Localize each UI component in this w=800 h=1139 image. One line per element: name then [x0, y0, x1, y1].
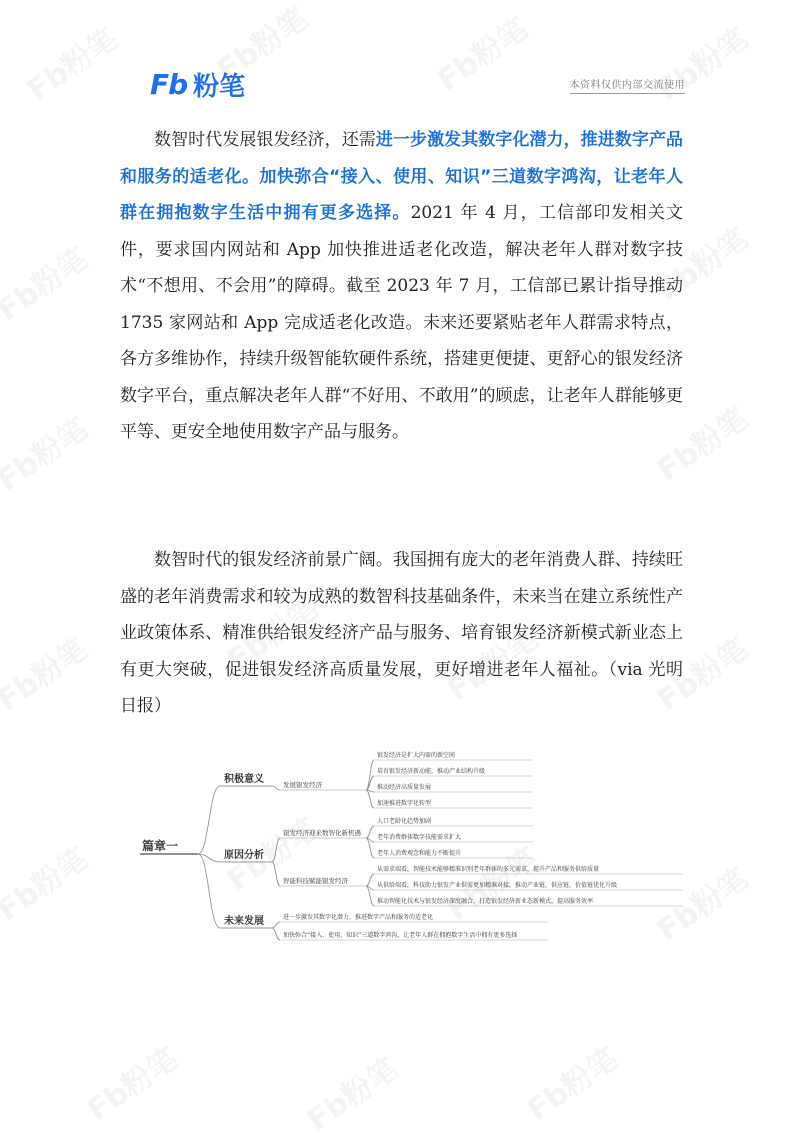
mindmap-svg: [120, 750, 683, 960]
mindmap-figure: [120, 750, 683, 960]
mindmap-leaf-connector: [366, 826, 374, 838]
mindmap-leaf-connector: [366, 790, 374, 808]
mindmap-sub-connector: [272, 862, 280, 886]
mindmap-branch-connector: [198, 854, 220, 928]
mindmap-branch-connector: [198, 786, 220, 854]
mindmap-sub-label: 智能科技赋能银发经济: [283, 877, 348, 885]
mindmap-leaf-label: 推动经济高质量发展: [377, 784, 432, 791]
logo-text: 粉笔: [193, 72, 246, 102]
mindmap-branch-label: 未来发展: [224, 916, 264, 927]
paragraph-1-highlight: 进一步激发其数字化潜力，推进数字产品和服务的适老化。加快弥合“接入、使用、知识”三道数字鸿沟，让老年人群在拥抱数字生活中拥有更多选择。: [120, 130, 684, 223]
mindmap-leaf-connector: [272, 928, 280, 940]
mindmap-sub-connector: [272, 838, 280, 862]
paragraph-2: 数智时代的银发经济前景广阔。我国拥有庞大的老年消费人群、持续旺盛的老年消费需求和较为成熟的数智科技基础条件，未来当在建立系统性产业政策体系、精准供给银发经济产品与服务、培育银发经济新模式新业态上有更大突破，促进银发经济高质量发展，更好增进老年人福祉。（via 光明日报）: [120, 550, 683, 716]
mindmap-branch-label: 积极意义: [224, 774, 264, 785]
mindmap-sub-label: 银发经济迎来数智化新机遇: [283, 829, 361, 837]
watermark: [517, 1035, 626, 1130]
paragraph-1-intro: 数智时代发展银发经济，还需: [154, 130, 376, 150]
mindmap-leaf-label: 银发经济是扩大内需的新空间: [377, 752, 456, 759]
mindmap-leaf-label: 从需求端看，智能技术能够精准识别老年群体的多元需求，提升产品和服务供给质量: [377, 866, 600, 873]
mindmap-leaf-label: 老年人消费观念和能力不断提升: [377, 850, 462, 857]
mindmap-leaf-label: 进一步激发其数字化潜力，推进数字产品和服务的适老化: [283, 914, 434, 921]
mindmap-leaf-label: 加快弥合“接入、使用、知识”三道数字鸿沟，让老年人群在拥抱数字生活中拥有更多选择: [283, 932, 518, 939]
watermark: [297, 1045, 406, 1139]
mindmap-branch-connector: [198, 854, 220, 862]
mindmap-sub-label: 发展银发经济: [283, 781, 322, 789]
page-header: [150, 64, 685, 100]
mindmap-leaf-connector: [366, 874, 374, 886]
mindmap-leaf-connector: [366, 838, 374, 858]
watermark: [0, 835, 95, 930]
mindmap-sub-connector: [272, 786, 280, 790]
internal-use-notice: 本资料仅供内部交流使用: [570, 76, 686, 94]
watermark: [0, 405, 95, 500]
brand-logo: [150, 66, 245, 103]
watermark: [17, 15, 126, 110]
mindmap-leaf-label: 加速推进数字化转型: [377, 800, 432, 807]
logo-mark: Fb: [150, 68, 188, 101]
watermark: [77, 1035, 186, 1130]
mindmap-leaf-connector: [366, 886, 374, 906]
mindmap-leaf-label: 从供给端看，科技助力银发产业供需更加精准对接，推动产业链、供应链、价值链优化升级: [377, 882, 618, 889]
watermark: [0, 235, 95, 330]
paragraph-1-body: 2021 年 4 月，工信部印发相关文件，要求国内网站和 App 加快推进适老化改造，解决老年人群对数字技术“不想用、不会用”的障碍。截至 2023 年 7 月，工信部已累计指导推动 1735 家网站和 App 完成适老化改造。未来还要紧贴老年人群需求特点，各方多维协作，持续升级智能软硬件系统，搭建更便捷、更舒心的银发经济数字平台，重点解决老年人群“不好用、不敢用”的顾虑，让老年人群能够更平等、更安全地使用数字产品与服务。: [120, 203, 684, 442]
watermark: [0, 625, 95, 720]
mindmap-leaf-label: 人口老龄化趋势加剧: [377, 818, 432, 825]
mindmap-leaf-label: 老年消费群体数字技能需求扩大: [377, 834, 462, 841]
mindmap-root: 篇章一: [142, 839, 179, 853]
mindmap-leaf-connector: [272, 922, 280, 928]
mindmap-leaf-label: 培育银发经济新动能，推动产业结构升级: [377, 768, 486, 775]
paragraph-1: [120, 122, 683, 451]
mindmap-leaf-connector: [366, 760, 374, 790]
mindmap-branch-label: 原因分析: [224, 850, 264, 861]
mindmap-leaf-label: 推动智能化技术与银发经济深度融合，打造银发经济新业态新模式，提高服务效率: [377, 898, 594, 905]
